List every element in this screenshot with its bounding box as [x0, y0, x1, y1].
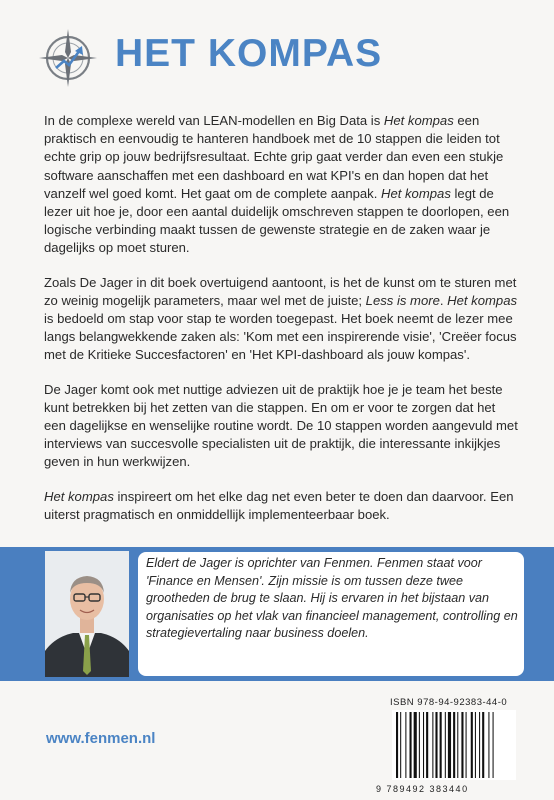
author-photo	[45, 551, 129, 677]
page-title: HET KOMPAS	[115, 32, 383, 75]
paragraph-text: In de complexe wereld van LEAN-modellen en Big Data is	[44, 113, 384, 128]
book-title-italic: Het kompas	[44, 488, 114, 504]
book-title-italic: Less is more	[365, 292, 440, 308]
paragraph-text: is bedoeld om stap voor stap te worden toegepast. Het boek neemt de lezer mee langs belangwekkende zaken als: 'Kom met een inspirerende visie', 'Creëer focus met de Kritieke Succesfactoren' en 'Het KPI-dashboard als jouw kompas'.	[44, 311, 517, 363]
isbn-label: ISBN 978-94-92383-44-0	[390, 697, 508, 708]
compass-icon	[38, 28, 98, 88]
paragraph	[44, 381, 520, 472]
paragraph-text: Zoals De Jager in dit boek overtuigend aantoont, is het de kunst om te sturen met zo weinig mogelijk parameters, maar wel met de juiste;	[44, 274, 517, 308]
author-bio: Eldert de Jager is oprichter van Fenmen. Fenmen staat voor 'Finance en Mensen'. Zijn missie is om tussen deze twee grootheden de brug te slaan. Hij is ervaren in het bijstaan van organisaties op het vlak van financieel management, controlling en strategievertaling naar business doelen.	[146, 556, 518, 641]
website-link[interactable]: www.fenmen.nl	[46, 730, 156, 747]
paragraph-text: inspireert om het elke dag net even beter te doen dan daarvoor. Een uiterst pragmatisch en onmiddellijk implementeerbaar boek.	[44, 488, 514, 522]
paragraph	[44, 488, 520, 524]
paragraph	[44, 112, 520, 258]
paragraph-text: .	[439, 292, 448, 308]
book-title-italic: Het kompas	[383, 113, 454, 128]
book-title-italic: Het kompas	[381, 185, 451, 201]
paragraph-text: een praktisch en eenvoudig te hanteren handboek met de 10 stappen die leiden tot echte grip op jouw bedrijfsresultaat. Echte grip gaat verder dan even een stukje software aanschaffen met een dashboard en wat KPI's en dan hopen dat het vanzelf wel goed komt. Het gaat om de complete aanpak.	[44, 113, 504, 201]
barcode-digits: 9 789492 383440	[376, 784, 469, 794]
body-text	[44, 112, 520, 540]
paragraph-text: legt de lezer uit hoe je, door een aantal duidelijk omschreven stappen te doorlopen, een logische verbinding maakt tussen de gewenste strategie en de zaken waar je dagelijks op moet sturen.	[44, 185, 510, 256]
paragraph-text: De Jager komt ook met nuttige adviezen uit de praktijk hoe je je team het beste kunt betrekken bij het zetten van die stappen. En om er voor te zorgen dat het een dagelijkse en wenselijke routine wordt. De 10 stappen worden aangevuld met interviews van succesvolle specialisten uit de praktijk, die interessante inkijkjes geven in hun werkwijzen.	[44, 381, 518, 470]
barcode	[392, 710, 516, 780]
paragraph	[44, 274, 520, 365]
author-bio-panel	[138, 552, 524, 676]
book-title-italic: Het kompas	[447, 292, 518, 308]
